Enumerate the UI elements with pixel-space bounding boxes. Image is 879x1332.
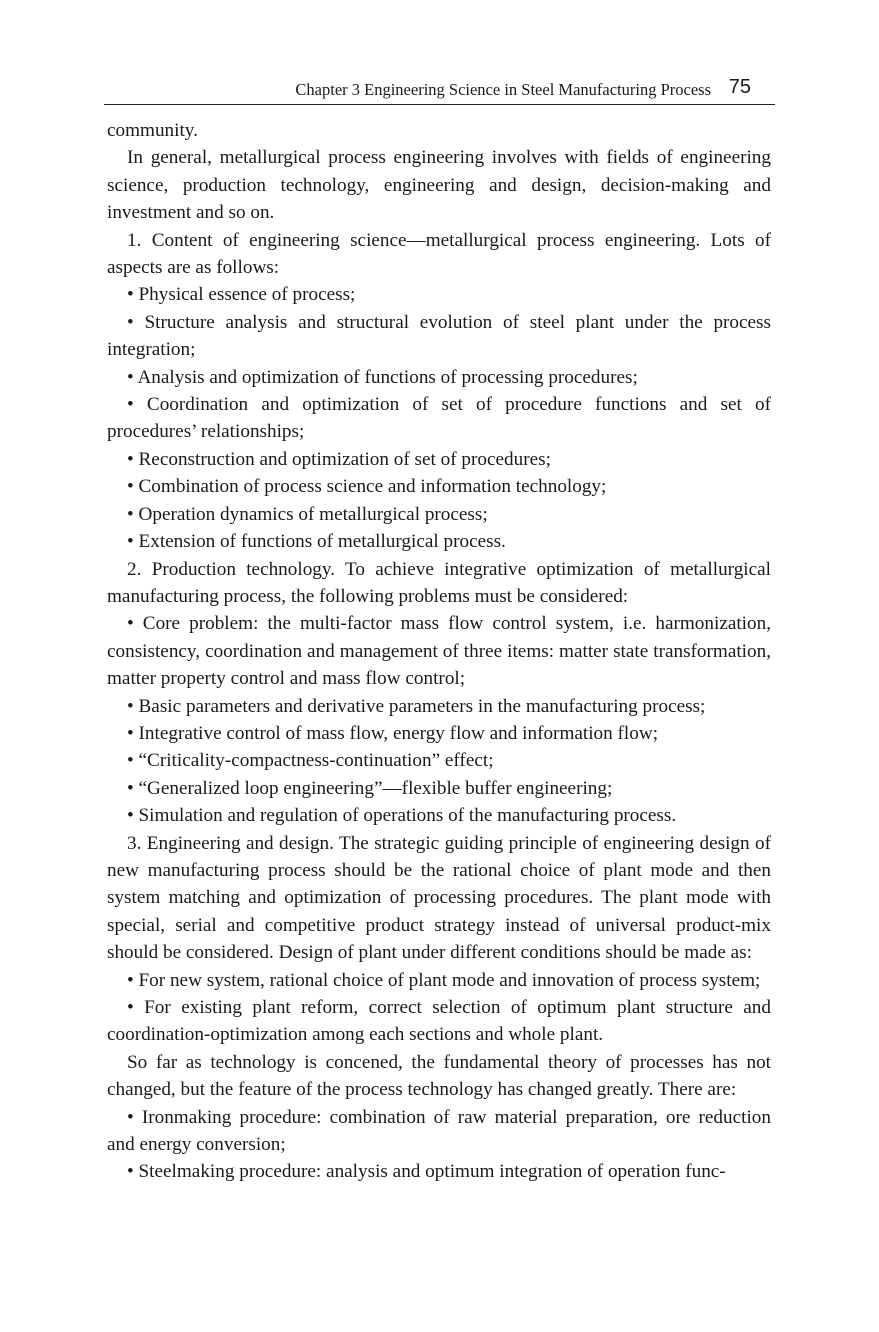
page-number: 75 <box>728 76 751 98</box>
list-item: • Combination of process science and information technology; <box>127 476 607 498</box>
list-item: • Basic parameters and derivative parameters in the manufacturing process; <box>127 695 706 717</box>
list-item: • Coordination and optimization of set of procedure functions and set of procedures’ relationships; <box>107 394 771 443</box>
list-item: • Steelmaking procedure: analysis and optimum integration of operation func- <box>127 1161 726 1183</box>
list-item: • “Criticality-compactness-continuation” effect; <box>127 750 494 772</box>
list-item: • Simulation and regulation of operations of the manufacturing process. <box>127 805 677 827</box>
list-item: • Integrative control of mass flow, energy flow and information flow; <box>127 722 659 744</box>
running-header <box>104 76 775 105</box>
section-1-heading: 1. Content of engineering science—metallurgical process engineering. Lots of aspects are as follows: <box>107 229 771 279</box>
paragraph-continuation: community. <box>107 120 198 141</box>
list-item: • Extension of functions of metallurgical process. <box>127 531 506 553</box>
body-text <box>107 117 771 1186</box>
list-item: • Operation dynamics of metallurgical process; <box>127 503 488 525</box>
list-item: • Core problem: the multi-factor mass flow control system, i.e. harmonization, consistency, coordination and management of three items: matter state transformation, matter property control and mass flow control; <box>107 613 771 690</box>
list-item: • Structure analysis and structural evolution of steel plant under the process integration; <box>107 311 771 361</box>
list-item: • Analysis and optimization of functions of processing procedures; <box>127 366 638 388</box>
chapter-title: Chapter 3 Engineering Science in Steel Manufacturing Process <box>295 80 711 99</box>
list-item: • For new system, rational choice of plant mode and innovation of process system; <box>127 969 761 991</box>
paragraph-intro: In general, metallurgical process engineering involves with fields of engineering science, production technology, engineering and design, decision-making and investment and so on. <box>107 147 771 224</box>
list-item: • Reconstruction and optimization of set of procedures; <box>127 448 551 470</box>
paragraph: So far as technology is concened, the fundamental theory of processes has not changed, but the feature of the process technology has changed greatly. There are: <box>107 1051 771 1101</box>
list-item: • Physical essence of process; <box>127 284 356 306</box>
list-item: • For existing plant reform, correct selection of optimum plant structure and coordination-optimization among each sections and whole plant. <box>107 997 771 1046</box>
section-2-heading: 2. Production technology. To achieve integrative optimization of metallurgical manufacturing process, the following problems must be considered: <box>107 558 771 607</box>
list-item: • “Generalized loop engineering”—flexible buffer engineering; <box>127 777 613 799</box>
section-3-heading: 3. Engineering and design. The strategic guiding principle of engineering design of new manufacturing process should be the rational choice of plant mode and then system matching and optimization of processing procedures. The plant mode with special, serial and competitive product strategy instead of universal product-mix should be considered. Design of plant under different conditions should be made as: <box>107 832 771 964</box>
list-item: • Ironmaking procedure: combination of raw material preparation, ore reduction and energy conversion; <box>107 1106 771 1156</box>
